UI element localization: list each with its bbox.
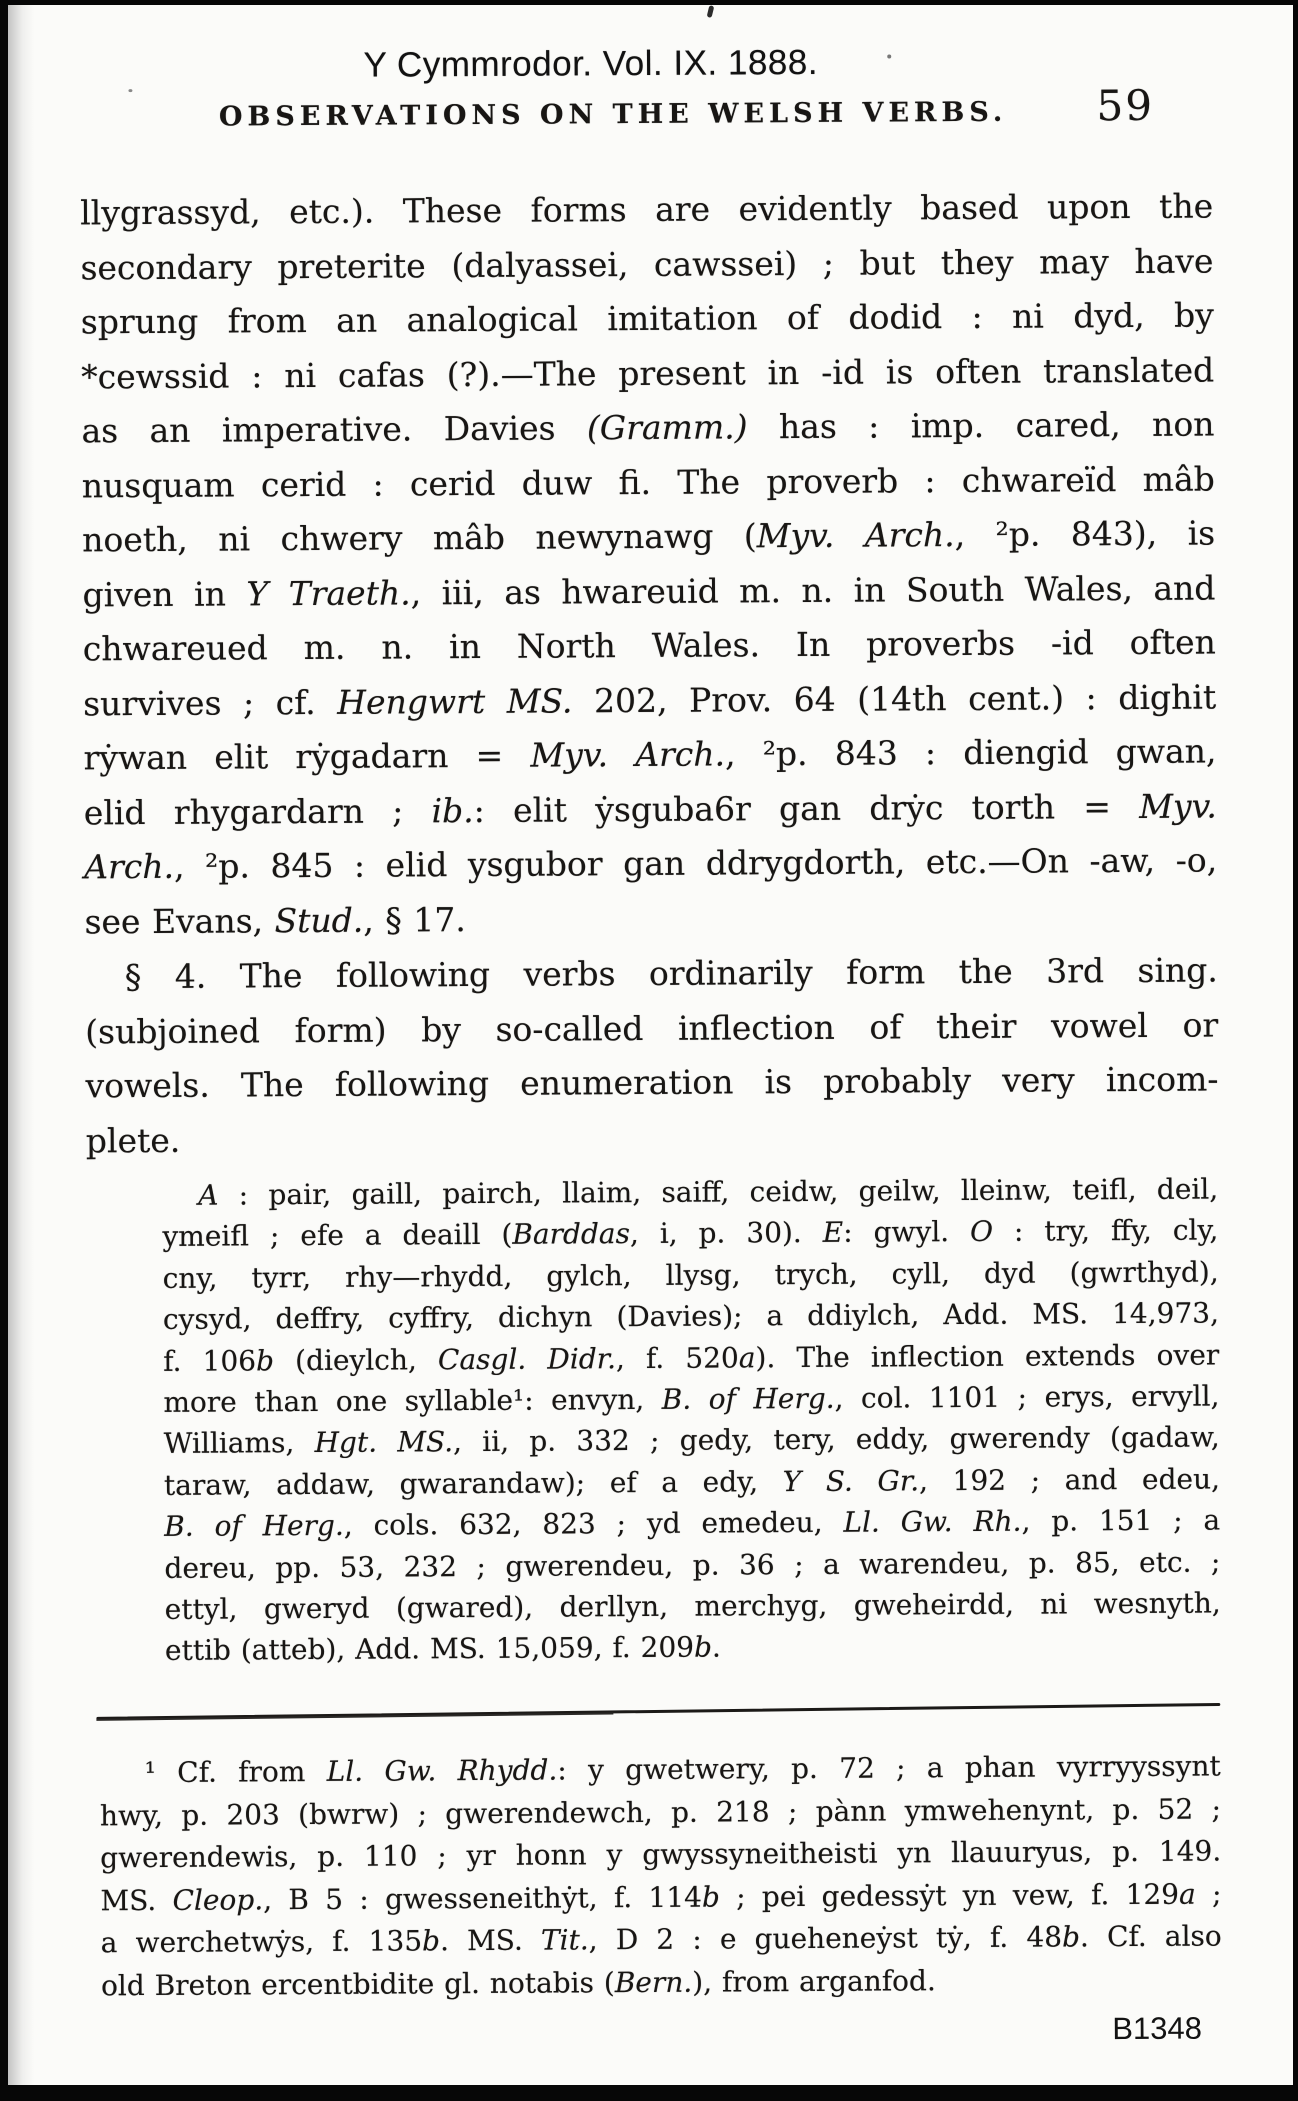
- footnote: [100, 1745, 1223, 2007]
- italic-text: Stud.: [274, 900, 364, 940]
- text-line: [84, 779, 1217, 840]
- running-head: OBSERVATIONS ON THE WELSH VERBS.: [218, 96, 1008, 133]
- text-run: : try, ffy, cly,: [992, 1213, 1219, 1249]
- italic-text: A: [198, 1178, 219, 1212]
- plate-number: B1348: [1112, 2010, 1203, 2047]
- text-run: elid rhygardarn ;: [83, 790, 432, 832]
- italic-text: Cleop.: [172, 1883, 264, 1917]
- text-run: plete.: [85, 1120, 181, 1160]
- text-line: [80, 234, 1213, 295]
- italic-text: Casgl. Didr.: [437, 1341, 617, 1376]
- text-run: cysyd, deffry, cyffry, dichyn (Davies); a ddiylch, Add. MS. 14,973,: [162, 1296, 1220, 1337]
- italic-text: b: [1061, 1920, 1081, 1954]
- text-line: [86, 1107, 1219, 1168]
- italic-text: B. of Herg.: [661, 1381, 835, 1416]
- text-run: (dieylch,: [273, 1342, 439, 1377]
- text-run: cny, tyrr, rhy—rhydd, gylch, llysg, trych, cyll, dyd (gwrthyd),: [162, 1255, 1219, 1295]
- text-run: , 192 ; and edeu,: [918, 1462, 1221, 1498]
- text-run: .: [711, 1630, 722, 1665]
- text-run: : y gwetwery, p. 72 ; a phan vyrryyssynt: [557, 1749, 1221, 1787]
- text-run: , ²p. 843 : diengid gwan,: [724, 731, 1217, 774]
- italic-text: O: [969, 1215, 994, 1249]
- text-run: f. 106: [163, 1343, 257, 1378]
- text-run: Williams,: [163, 1426, 315, 1461]
- text-run: ymeifl ; efe a deaill (: [162, 1218, 513, 1254]
- italic-text: Myv.: [1139, 785, 1217, 826]
- text-run: as an imperative. Davies: [81, 408, 588, 451]
- text-line: [81, 288, 1214, 349]
- text-line: [82, 561, 1215, 622]
- text-line: [165, 1624, 1221, 1672]
- text-run: survives ; cf.: [83, 682, 338, 723]
- italic-text: Tit.: [540, 1923, 589, 1957]
- text-line: [164, 1500, 1220, 1548]
- italic-text: Myv. Arch.: [530, 734, 726, 775]
- text-run: . MS.: [439, 1923, 542, 1958]
- text-run: rẏwan elit rẏgadarn =: [83, 735, 531, 778]
- page-number: 59: [1096, 80, 1155, 131]
- text-run: ¹ Cf. from: [144, 1754, 327, 1790]
- text-run: secondary preterite (dalyassei, cawssei) ; but they may have: [80, 240, 1214, 287]
- text-line: [85, 943, 1218, 1004]
- italic-text: ib.: [431, 790, 474, 830]
- text-run: , f. 520: [615, 1341, 739, 1375]
- text-line: [84, 833, 1217, 894]
- text-line: [82, 452, 1215, 513]
- text-run: , i, p. 30).: [629, 1216, 823, 1251]
- text-line: [100, 1831, 1221, 1880]
- italic-text: b: [421, 1924, 441, 1958]
- text-run: ), from arganfod.: [692, 1964, 936, 1999]
- text-run: more than one syllable¹: envyn,: [163, 1382, 662, 1419]
- text-line: [100, 1788, 1221, 1837]
- text-line: [101, 1916, 1222, 1965]
- italic-text: Hgt. MS.: [314, 1425, 454, 1460]
- journal-title: Y Cymmrodor. Vol. IX. 1888.: [363, 42, 819, 85]
- italic-text: Ll. Gw. Rhydd.: [326, 1753, 558, 1788]
- italic-text: b: [701, 1880, 720, 1914]
- text-run: nusquam cerid : cerid duw fi. The proverb : chwareïd mâb: [81, 458, 1215, 505]
- text-line: [100, 1745, 1221, 1794]
- main-paragraph: [80, 179, 1218, 949]
- scan-speck: [128, 89, 132, 92]
- text-run: ettyl, gweryd (gwared), derllyn, merchyg, gweheirdd, ni wesnyth,: [164, 1586, 1221, 1626]
- italic-text: Bern.: [614, 1965, 693, 2000]
- italic-text: Y S. Gr.: [782, 1464, 920, 1498]
- text-run: , ²p. 843), is: [954, 513, 1216, 555]
- text-run: (subjoined form) by so-called inflection of their vowel or: [85, 1004, 1219, 1051]
- text-run: : gwyl.: [843, 1215, 971, 1250]
- text-run: a werchetwẏs, f. 135: [100, 1924, 423, 1960]
- text-run: , § 17.: [363, 899, 466, 940]
- text-line: [164, 1417, 1220, 1465]
- text-run: noeth, ni chwery mâb newynawg (: [82, 516, 757, 560]
- text-run: § 4. The following verbs ordinarily form the 3rd sing.: [124, 950, 1218, 997]
- italic-text: Hengwrt MS.: [337, 680, 573, 722]
- text-line: [163, 1375, 1219, 1423]
- text-run: : pair, gaill, pairch, llaim, saiff, ceidw, geilw, lleinw, teifl, deil,: [218, 1172, 1219, 1212]
- text-run: . Cf. also: [1079, 1919, 1222, 1954]
- text-line: [82, 506, 1215, 567]
- italic-text: Barddas: [512, 1217, 631, 1252]
- text-run: , p. 151 ; a: [1021, 1503, 1221, 1538]
- text-run: has : imp. cared, non: [747, 404, 1215, 447]
- text-line: [83, 615, 1216, 676]
- italic-text: (Gramm.): [586, 407, 748, 448]
- text-run: hwy, p. 203 (bwrw) ; gwerendewch, p. 218 ; pànn ymwehenynt, p. 52 ;: [99, 1792, 1222, 1832]
- text-run: ;: [1195, 1877, 1222, 1911]
- text-run: ettib (atteb), Add. MS. 15,059, f. 209: [164, 1631, 695, 1668]
- text-run: chwareued m. n. in North Wales. In proverbs -id often: [82, 622, 1216, 669]
- italic-text: E: [822, 1216, 844, 1250]
- text-run: , B 5 : gwesseneithẏt, f. 114: [263, 1880, 703, 1917]
- text-line: [81, 343, 1214, 404]
- text-run: : elit ẏsguba6r gan drẏc torth =: [473, 786, 1140, 830]
- text-line: [163, 1334, 1219, 1382]
- text-run: taraw, addaw, gwarandaw); ef a edy,: [163, 1464, 783, 1502]
- text-line: [85, 998, 1218, 1059]
- italic-text: Arch.: [84, 846, 175, 887]
- italic-text: Y Traeth.: [246, 572, 411, 613]
- text-line: [100, 1873, 1221, 1922]
- italic-text: b: [255, 1343, 275, 1377]
- text-run: , D 2 : e gueheneẏst tẏ, f. 48: [588, 1920, 1063, 1957]
- text-run: , col. 1101 ; erys, ervyll,: [834, 1379, 1220, 1415]
- text-line: [81, 397, 1214, 458]
- scan-speck: [707, 5, 715, 18]
- text-run: *cewssid : ni cafas (?).—The present in -id is often translated: [81, 349, 1215, 396]
- text-run: , iii, as hwareuid m. n. in South Wales, and: [410, 567, 1216, 612]
- text-line: [164, 1458, 1220, 1506]
- text-line: [85, 1052, 1218, 1113]
- text-line: [162, 1210, 1218, 1258]
- text-run: sprung from an analogical imitation of dodid : ni dyd, by: [80, 295, 1214, 342]
- text-run: see Evans,: [84, 900, 275, 941]
- section-4-paragraph: [85, 943, 1219, 1168]
- verb-list-block: [162, 1168, 1221, 1671]
- text-line: [84, 888, 1217, 949]
- text-line: [83, 724, 1216, 785]
- text-run: old Breton ercentbidite gl. notabis (: [100, 1966, 615, 2003]
- text-line: [164, 1541, 1220, 1589]
- footnote-rule: [96, 1703, 1220, 1720]
- text-run: dereu, pp. 53, 232 ; gwerendeu, p. 36 ; a warendeu, p. 85, etc. ;: [164, 1545, 1221, 1585]
- text-line: [163, 1251, 1219, 1299]
- text-run: MS.: [100, 1883, 173, 1918]
- italic-text: b: [693, 1631, 713, 1665]
- text-line: [165, 1583, 1221, 1631]
- text-line: [80, 179, 1213, 240]
- text-run: llygrassyd, etc.). These forms are evidently based upon the: [80, 186, 1214, 233]
- text-line: [101, 1958, 1222, 2007]
- text-run: vowels. The following enumeration is probably very incom-: [85, 1059, 1219, 1106]
- text-run: given in: [82, 573, 247, 614]
- text-run: 202, Prov. 64 (14th cent.) : dighit: [572, 676, 1217, 720]
- italic-text: B. of Herg.: [164, 1509, 344, 1544]
- italic-text: Ll. Gw. Rh.: [843, 1504, 1022, 1540]
- text-run: , ²p. 845 : elid ysgubor gan ddrygdorth, etc.—On -aw, -o,: [173, 840, 1218, 886]
- text-line: [83, 670, 1216, 731]
- text-run: ). The inflection extends over: [755, 1338, 1220, 1374]
- text-run: gwerendewis, p. 110 ; yr honn y gwyssyneitheisti yn llauuryus, p. 149.: [100, 1834, 1222, 1875]
- text-line: [163, 1293, 1219, 1341]
- text-run: , ii, p. 332 ; gedy, tery, eddy, gwerendy (gadaw,: [452, 1420, 1220, 1459]
- italic-text: a: [1178, 1877, 1196, 1911]
- italic-text: a: [738, 1340, 756, 1375]
- italic-text: Myv. Arch.: [756, 515, 955, 556]
- text-run: , cols. 632, 823 ; yd emedeu,: [343, 1506, 844, 1543]
- text-run: ; pei gedessẏt yn vew, f. 129: [719, 1877, 1180, 1914]
- text-line: [162, 1168, 1218, 1216]
